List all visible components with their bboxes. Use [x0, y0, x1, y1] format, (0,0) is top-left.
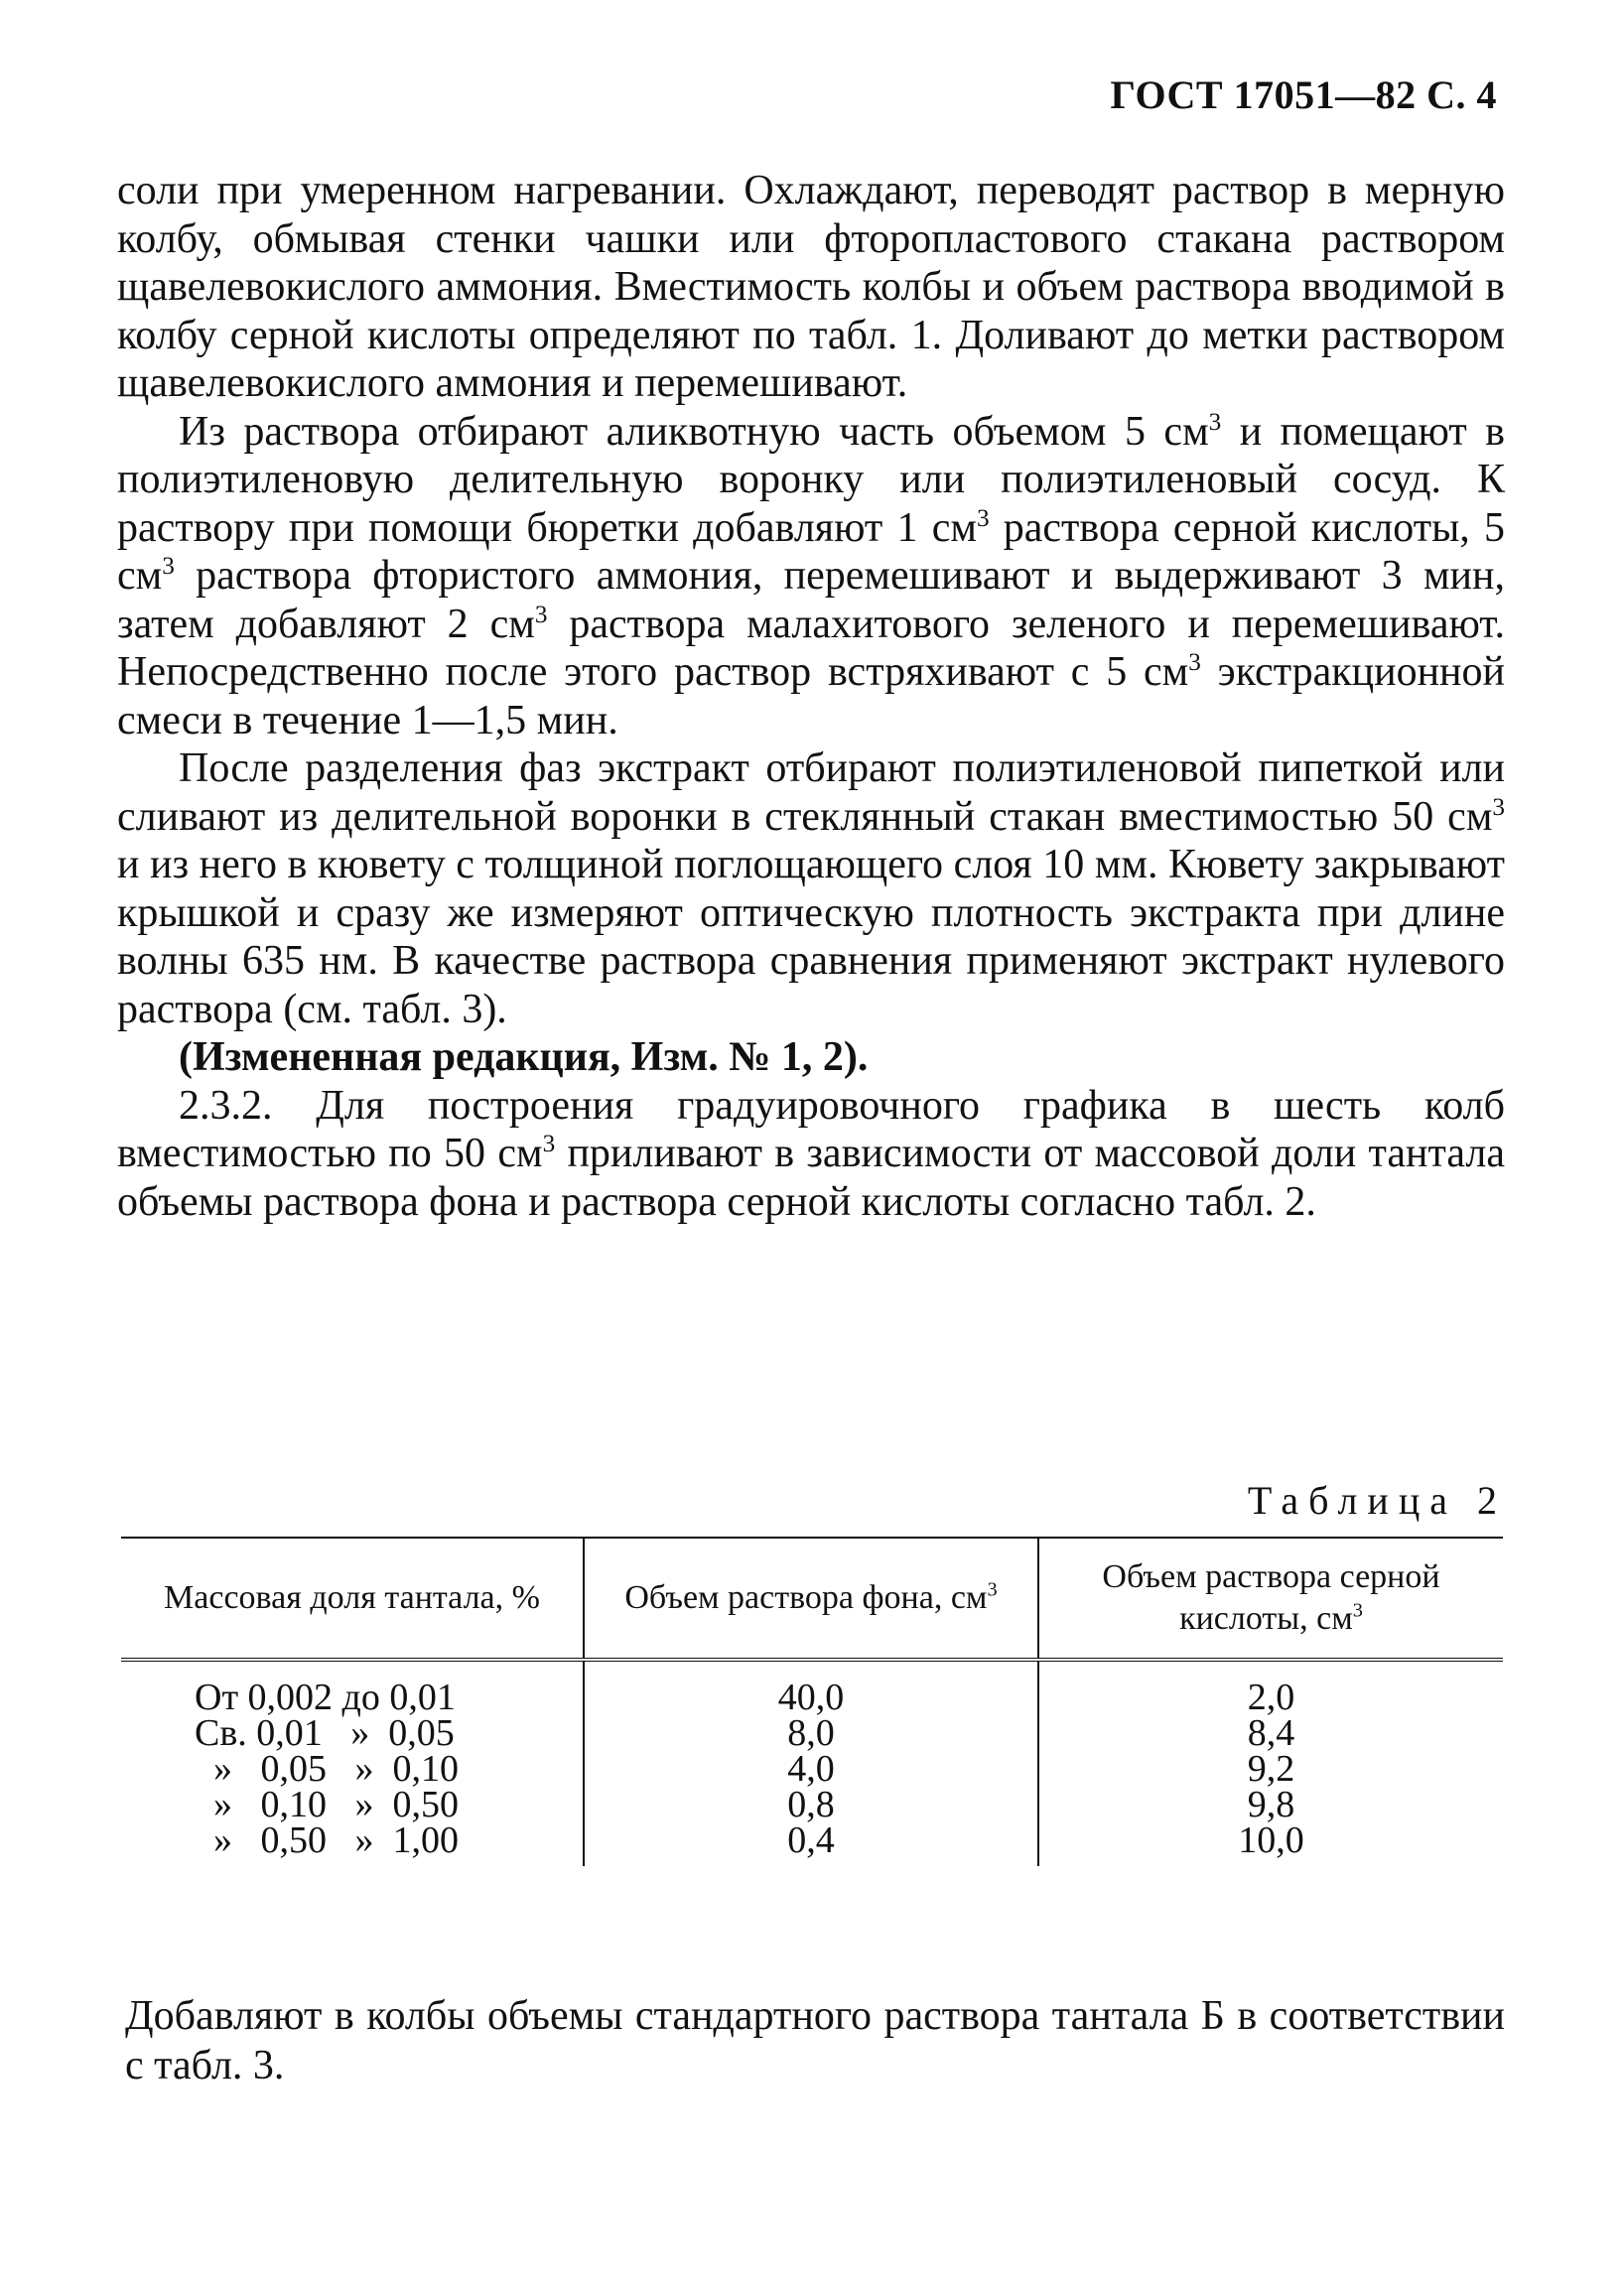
amendment-note: (Измененная редакция, Изм. № 1, 2). — [179, 1034, 869, 1080]
paragraph-section-2-3-2: 2.3.2. Для построения градуировочного графика в шесть колб вместимостью по 50 $см^3$ приливают в зависимости от массовой доли тантала объемы раствора фона и раствора серной кислоты согласно табл. 2. — [117, 1082, 1505, 1225]
page-header: ГОСТ 17051—82 С. 4 — [1110, 72, 1497, 117]
body-text — [117, 167, 1505, 1226]
table-row — [121, 1660, 1503, 1866]
header-background-volume: Объем раствора фона, $см^3$ — [584, 1538, 1038, 1660]
acid-volume-cell: 2,0 8,4 9,2 9,8 10,0 — [1038, 1660, 1503, 1866]
mass-fraction-cell: От 0,002 до 0,01 Св. 0,01 » 0,05 » 0,05 » 0,10 » 0,10 » 0,50 » 0,50 » 1,00 — [195, 1677, 459, 1861]
paragraph-3: После разделения фаз экстракт отбирают полиэтиленовой пипеткой или сливают из делительной воронки в стеклянный стакан вместимостью 50 $см^3$ и из него в кювету с толщиной поглощающего слоя 10 мм. Кювету закрывают крышкой и сразу же измеряют оптическую плотность экстракта при длине волны 635 нм. В качестве раствора сравнения применяют экстракт нулевого раствора (см. табл. 3). — [117, 745, 1505, 1032]
header-acid-volume: Объем раствора серной кислоты, $см^3$ — [1038, 1538, 1503, 1660]
table-2 — [121, 1537, 1503, 1866]
paragraph-2: Из раствора отбирают аликвотную часть объемом 5 $см^3$ и помещают в полиэтиленовую делительную воронку или полиэтиленовый сосуд. К раствору при помощи бюретки добавляют 1 $см^3$ раствора серной кислоты, 5 $см^3$ раствора фтористого аммония, перемешивают и выдерживают 3 мин, затем добавляют 2 $см^3$ раствора малахитового зеленого и перемешивают. Непосредственно после этого раствор встряхивают с 5 $см^3$ экстракционной смеси в течение 1—1,5 мин. — [117, 408, 1506, 743]
closing-paragraph: Добавляют в колбы объемы стандартного раствора тантала Б в соответствии с табл. 3. — [125, 1993, 1505, 2088]
paragraph-1: соли при умеренном нагревании. Охлаждают, переводят раствор в мерную колбу, обмывая стенки чашки или фторопластового стакана раствором щавелевокислого аммония. Вместимость колбы и объем раствора вводимой в колбу серной кислоты определяют по табл. 1. Доливают до метки раствором щавелевокислого аммония и перемешивают. — [117, 168, 1505, 406]
table-header-row — [121, 1538, 1503, 1660]
header-mass-fraction: Массовая доля тантала, % — [121, 1538, 584, 1660]
table-caption: Таблица 2 — [1247, 1478, 1507, 1523]
background-volume-cell: 40,0 8,0 4,0 0,8 0,4 — [584, 1660, 1038, 1866]
